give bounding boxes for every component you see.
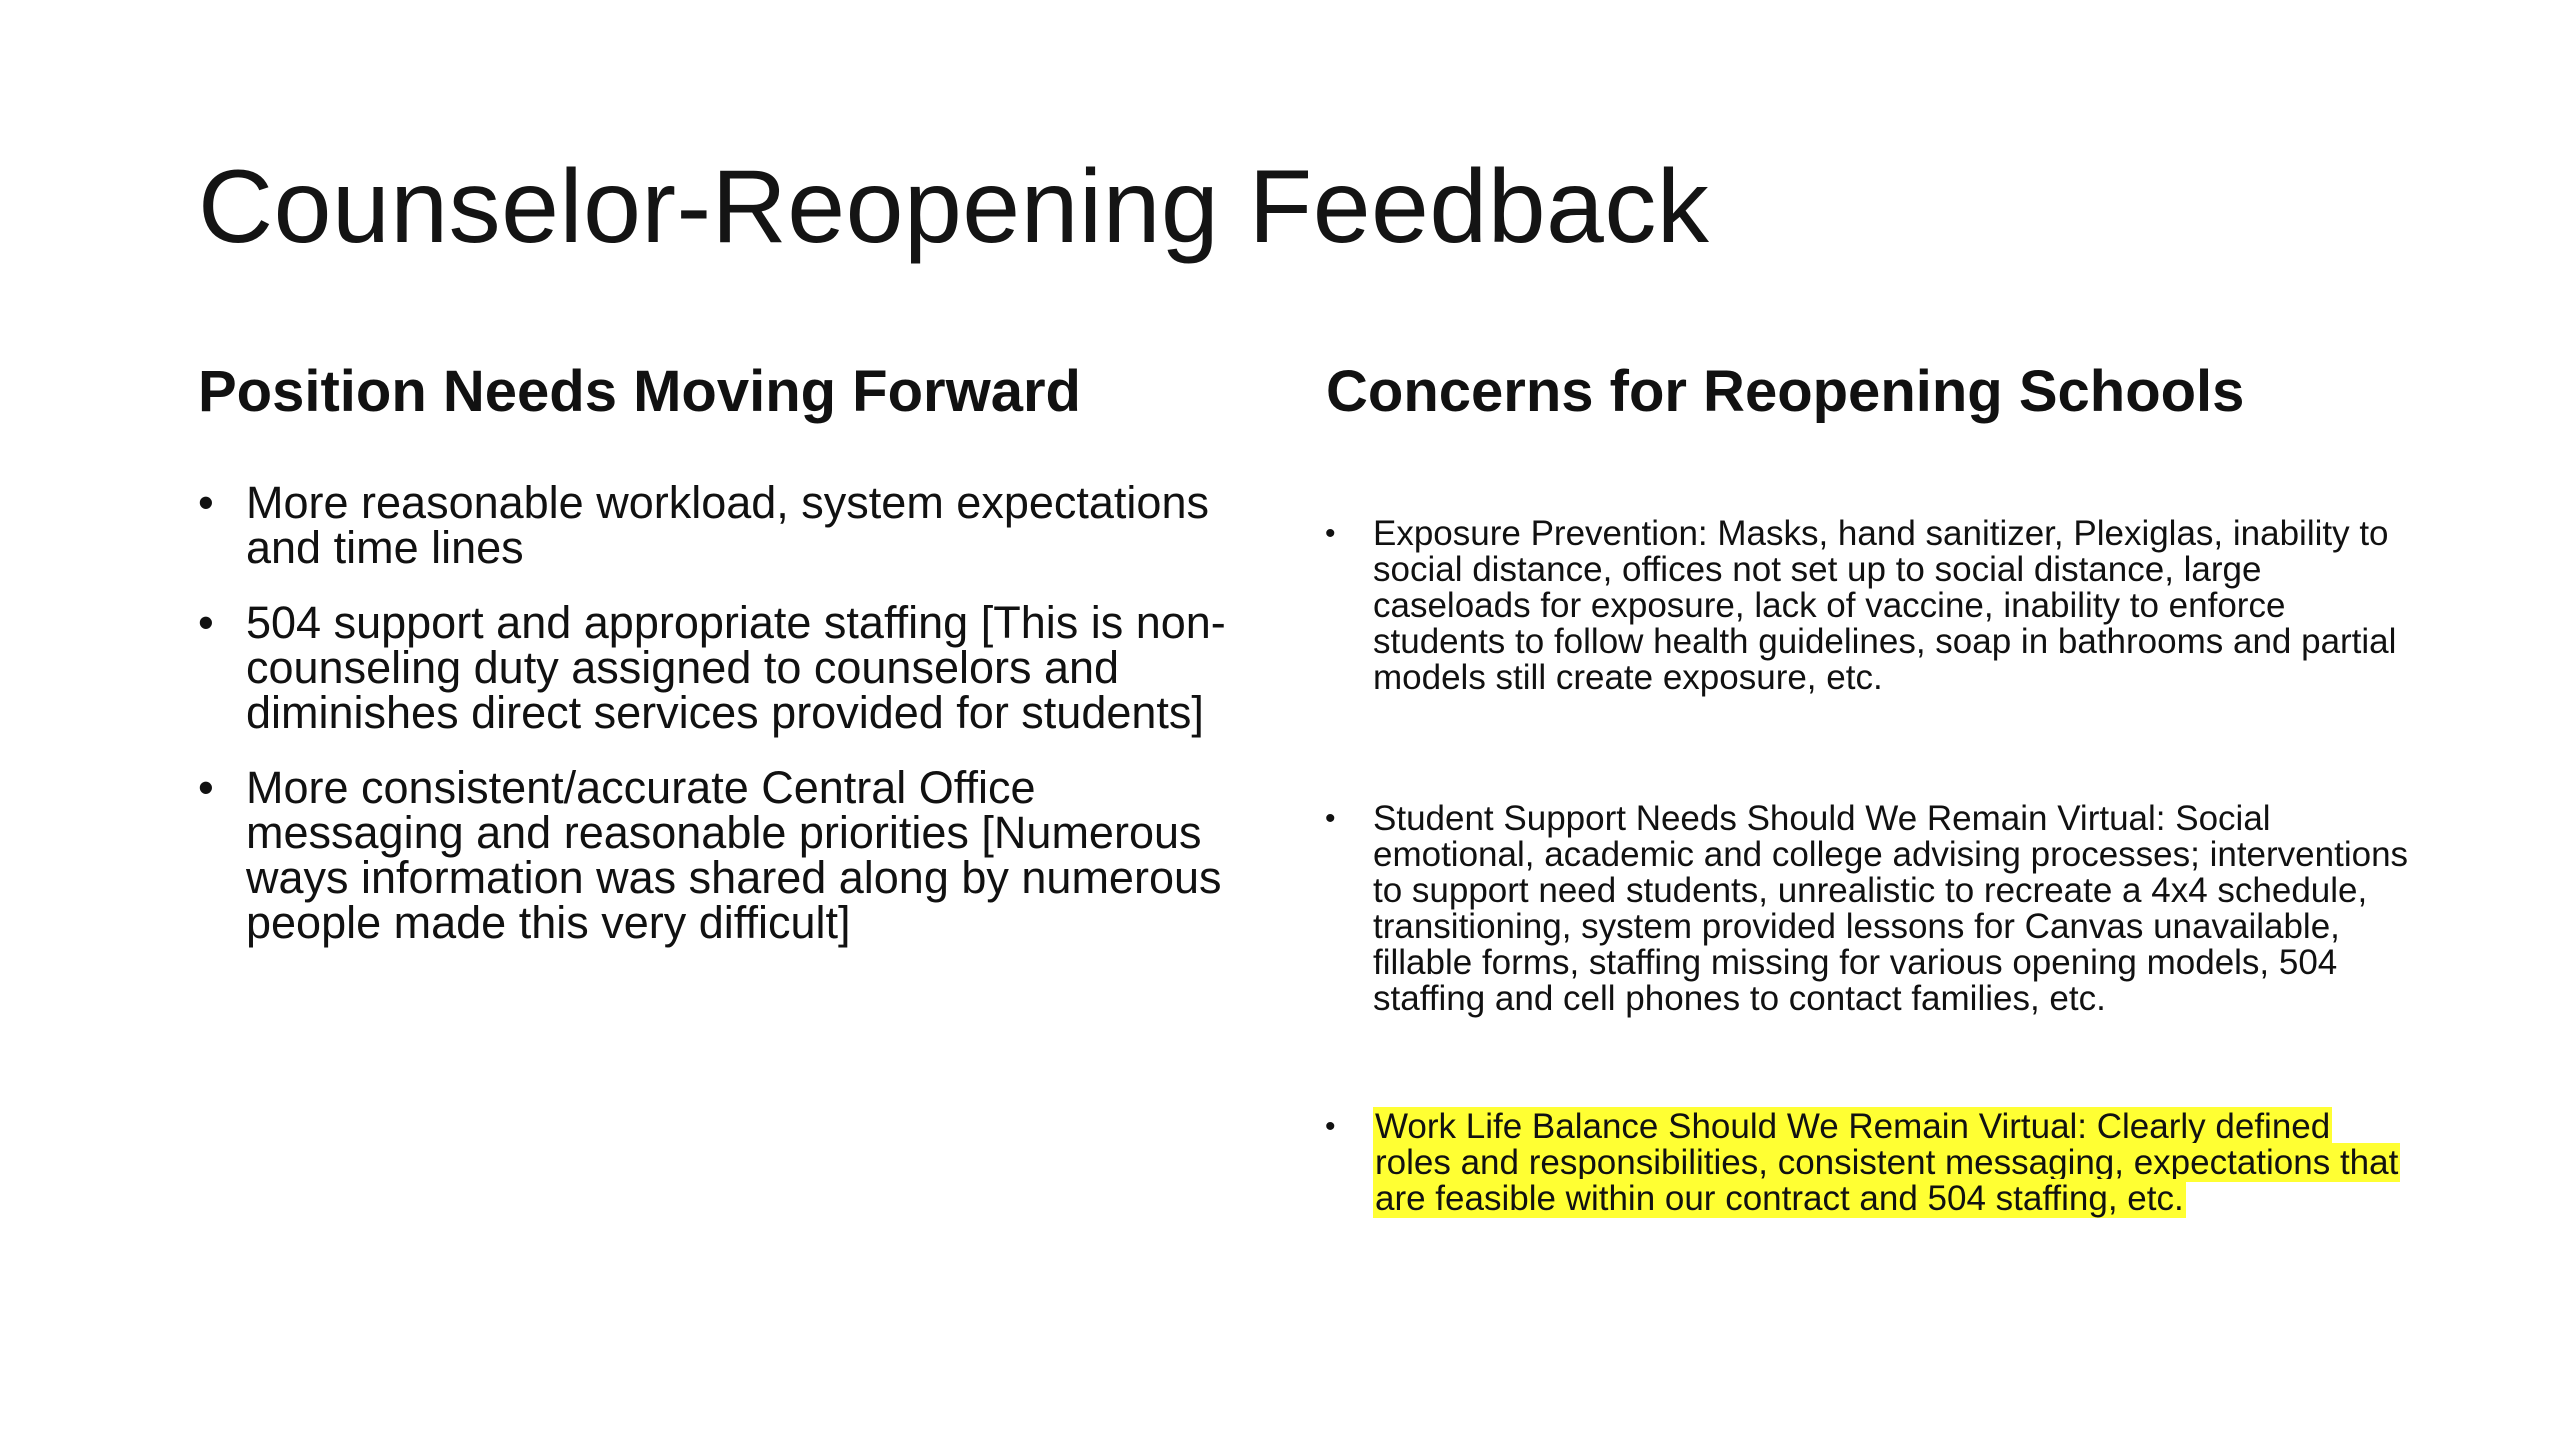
list-item (1325, 799, 2413, 1018)
list-item (1325, 514, 2413, 697)
highlighted-bullet-text: Work Life Balance Should We Remain Virtual: Clearly defined roles and responsibilities, consistent messaging, expectations that are feasible within our contract and 504 staffing, etc. (1375, 1107, 2399, 1218)
bullet-icon: • (198, 597, 214, 648)
bullet-text: Student Support Needs Should We Remain Virtual: Social emotional, academic and college advising processes; interventions to support need students, unrealistic to recreate a 4x4 schedule, transitioning, system provided lessons for Canvas unavailable, fillable forms, staffing missing for various opening models, 504 staffing and cell phones to contact families, etc. (1373, 799, 2409, 1018)
bullet-text: More consistent/accurate Central Office messaging and reasonable priorities [Numerous ways information was shared along by numerous people made this very difficult] (246, 762, 1222, 948)
list-item (1325, 1107, 2413, 1218)
bullet-icon: • (1325, 517, 1336, 550)
list-item (198, 597, 1256, 738)
slide-title: Counselor-Reopening Feedback (198, 149, 1710, 265)
bullet-icon: • (198, 762, 214, 813)
left-bullet-list (198, 477, 1256, 975)
right-column-heading: Concerns for Reopening Schools (1326, 359, 2245, 424)
bullet-icon: • (1325, 802, 1336, 835)
bullet-text: Exposure Prevention: Masks, hand sanitizer, Plexiglas, inability to social distance, offices not set up to social distance, large caseloads for exposure, lack of vaccine, inability to enforce students to follow health guidelines, soap in bathrooms and partial models still create exposure, etc. (1373, 514, 2397, 697)
bullet-text: More reasonable workload, system expectations and time lines (246, 477, 1209, 573)
left-column-heading: Position Needs Moving Forward (198, 359, 1081, 424)
list-item (198, 762, 1256, 948)
right-bullet-list (1325, 514, 2413, 1322)
list-item (198, 477, 1256, 573)
bullet-text: 504 support and appropriate staffing [This is non-counseling duty assigned to counselors and diminishes direct services provided for students] (246, 597, 1226, 738)
bullet-icon: • (198, 477, 214, 528)
bullet-icon: • (1325, 1110, 1336, 1143)
